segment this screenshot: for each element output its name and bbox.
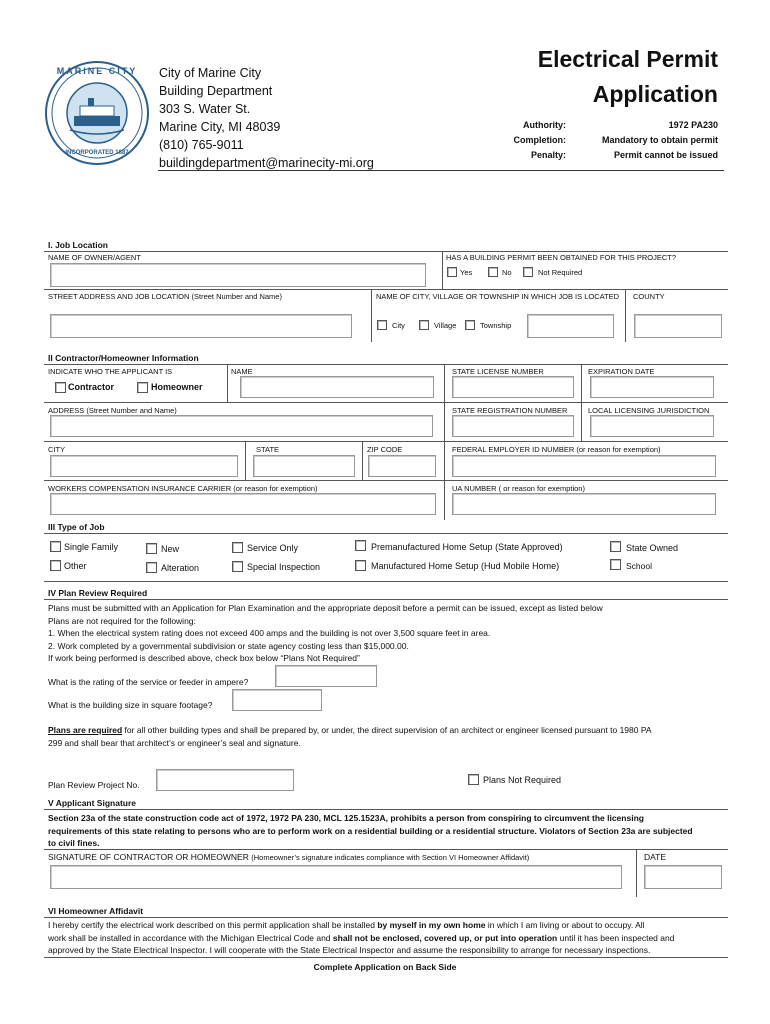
rule xyxy=(636,849,637,897)
special-inspection-checkbox[interactable] xyxy=(232,561,243,572)
penalty-value: Permit cannot be issued xyxy=(613,150,718,160)
signature-input[interactable] xyxy=(50,865,622,889)
special-inspection-label: Special Inspection xyxy=(247,562,321,572)
signature-label-note: (Homeowner’s signature indicates compliance with Section VI Homeowner Affidavit) xyxy=(251,853,530,862)
section-iii-heading: III Type of Job xyxy=(48,522,105,532)
township-label: Township xyxy=(480,321,512,330)
rule xyxy=(44,849,728,850)
ua-number-label: UA NUMBER ( or reason for exemption) xyxy=(452,484,585,493)
state-owned-label: State Owned xyxy=(626,543,679,553)
address-line: (810) 765-9011 xyxy=(159,138,244,152)
service-only-checkbox[interactable] xyxy=(232,542,243,553)
rule xyxy=(444,364,445,520)
new-label: New xyxy=(161,544,180,554)
premanufactured-checkbox[interactable] xyxy=(355,540,366,551)
rule xyxy=(245,441,246,480)
school-checkbox[interactable] xyxy=(610,559,621,570)
local-jurisdiction-input[interactable] xyxy=(590,415,714,437)
title-line-1: Electrical Permit xyxy=(537,46,718,72)
expiration-date-input[interactable] xyxy=(590,376,714,398)
state-owned-checkbox[interactable] xyxy=(610,541,621,552)
permit-no-checkbox[interactable] xyxy=(488,267,498,277)
rule xyxy=(227,364,228,402)
rule xyxy=(44,441,728,442)
city-field-label: CITY xyxy=(48,445,66,454)
plans-required-text xyxy=(48,724,724,749)
date-label: DATE xyxy=(644,852,667,862)
owner-label: NAME OF OWNER/AGENT xyxy=(48,253,141,262)
section-iv-heading: IV Plan Review Required xyxy=(48,588,148,598)
statement-line: Section 23a of the state construction code act of 1972, 1972 PA 230, MCL 125.1523A, prohibits a person from conspiring to circumvent the licensing xyxy=(48,813,644,823)
city-village-label: NAME OF CITY, VILLAGE OR TOWNSHIP IN WHICH JOB IS LOCATED xyxy=(376,292,620,301)
permit-yes-label: Yes xyxy=(460,268,473,277)
statement-line: to civil fines. xyxy=(48,838,100,848)
local-jurisdiction-label: LOCAL LICENSING JURISDICTION xyxy=(588,406,710,415)
address-line: City of Marine City xyxy=(159,66,262,80)
alteration-label: Alteration xyxy=(161,563,200,573)
rule xyxy=(442,251,443,289)
zip-code-input[interactable] xyxy=(368,455,436,477)
applicant-address-input[interactable] xyxy=(50,415,433,437)
homeowner-affidavit-text xyxy=(48,919,726,957)
service-rating-input[interactable] xyxy=(275,665,377,687)
city-input[interactable] xyxy=(50,455,238,477)
contractor-checkbox[interactable] xyxy=(55,382,66,393)
authority-value: 1972 PA230 xyxy=(668,120,718,130)
building-size-question: What is the building size in square footage? xyxy=(48,700,213,710)
address-line: 303 S. Water St. xyxy=(159,102,251,116)
affidavit-text: approved by the State Electrical Inspector. I will cooperate with the State Electrical Inspector and assume the responsibility to arrange for necessary inspections. xyxy=(48,945,651,955)
state-license-input[interactable] xyxy=(452,376,574,398)
building-size-input[interactable] xyxy=(232,689,322,711)
seal-incorporated-text: INCORPORATED 1887 xyxy=(65,150,129,156)
city-village-input[interactable] xyxy=(527,314,614,338)
school-label: School xyxy=(626,561,652,571)
state-license-label: STATE LICENSE NUMBER xyxy=(452,367,544,376)
rule xyxy=(44,957,728,958)
county-label: COUNTY xyxy=(633,292,665,301)
address-line: Building Department xyxy=(159,84,273,98)
permit-not-required-label: Not Required xyxy=(538,268,583,277)
service-only-label: Service Only xyxy=(247,543,299,553)
plan-review-line: 2. Work completed by a governmental subdivision or state agency costing less than $15,000.00. xyxy=(48,640,409,651)
single-family-label: Single Family xyxy=(64,542,119,552)
ua-number-input[interactable] xyxy=(452,493,716,515)
permit-yes-checkbox[interactable] xyxy=(447,267,457,277)
permit-not-required-checkbox[interactable] xyxy=(523,267,533,277)
zip-code-label: ZIP CODE xyxy=(367,445,403,454)
section-vi-heading: VI Homeowner Affidavit xyxy=(48,906,144,916)
rule xyxy=(625,289,626,342)
statement-line: requirements of this state relating to persons who are to perform work on a residential building or a residential structure. Violators of Section 23a are subjected xyxy=(48,825,693,836)
footer-note: Complete Application on Back Side xyxy=(313,962,457,972)
address-label: ADDRESS (Street Number and Name) xyxy=(48,406,177,415)
city-label: City xyxy=(392,321,405,330)
rule xyxy=(44,533,728,534)
plans-required-rest: for all other building types and shall be prepared by, or under, the direct supervision of an architect or engineer licensed pursuant to 1980 PA xyxy=(122,725,652,735)
signature-label xyxy=(48,852,529,863)
authority-values xyxy=(570,118,718,163)
address-line: Marine City, MI 48039 xyxy=(159,120,281,134)
affidavit-text: work shall be installed in accordance with the Michigan Electrical Code and xyxy=(48,932,333,943)
plans-not-required-checkbox[interactable] xyxy=(468,774,479,785)
header-divider xyxy=(158,170,724,171)
fein-input[interactable] xyxy=(452,455,716,477)
rule xyxy=(44,581,728,582)
homeowner-label: Homeowner xyxy=(151,382,203,392)
rule xyxy=(44,402,728,403)
section-ii-heading: II Contractor/Homeowner Information xyxy=(48,353,199,363)
village-checkbox[interactable] xyxy=(419,320,429,330)
completion-label: Completion: xyxy=(513,135,566,145)
owner-name-input[interactable] xyxy=(50,263,426,287)
date-input[interactable] xyxy=(644,865,722,889)
authority-labels xyxy=(470,118,566,163)
page-title xyxy=(440,42,718,112)
other-label: Other xyxy=(64,561,87,571)
village-label: Village xyxy=(434,321,457,330)
premanufactured-label: Premanufactured Home Setup (State Approved) xyxy=(371,542,563,552)
plan-review-text xyxy=(48,602,724,665)
rule xyxy=(362,441,363,480)
state-input[interactable] xyxy=(253,455,355,477)
section-v-heading: V Applicant Signature xyxy=(48,798,137,808)
city-checkbox[interactable] xyxy=(377,320,387,330)
plans-required-line-2: 299 and shall bear that architect’s or engineer’s seal and signature. xyxy=(48,737,301,748)
state-registration-label: STATE REGISTRATION NUMBER xyxy=(452,406,568,415)
new-checkbox[interactable] xyxy=(146,543,157,554)
contractor-label: Contractor xyxy=(68,382,115,392)
street-address-label: STREET ADDRESS AND JOB LOCATION (Street Number and Name) xyxy=(48,292,282,301)
title-line-2: Application xyxy=(592,81,718,107)
homeowner-checkbox[interactable] xyxy=(137,382,148,393)
rule xyxy=(44,599,728,600)
workers-comp-input[interactable] xyxy=(50,493,436,515)
section-i-heading: I. Job Location xyxy=(48,240,108,250)
affidavit-text: I hereby certify the electrical work described on this permit application shall be installed xyxy=(48,920,378,930)
state-registration-input[interactable] xyxy=(452,415,574,437)
fein-label: FEDERAL EMPLOYER ID NUMBER (or reason for exemption) xyxy=(452,445,661,454)
street-address-input[interactable] xyxy=(50,314,352,338)
project-number-label: Plan Review Project No. xyxy=(48,780,140,790)
service-rating-question: What is the rating of the service or feeder in ampere? xyxy=(48,677,249,687)
affidavit-text: in which I am living or about to occupy. All xyxy=(485,920,645,930)
penalty-label: Penalty: xyxy=(530,150,566,160)
rule xyxy=(44,917,728,918)
indicate-applicant-label: INDICATE WHO THE APPLICANT IS xyxy=(48,367,173,376)
plan-review-line: Plans are not required for the following: xyxy=(48,615,196,626)
township-checkbox[interactable] xyxy=(465,320,475,330)
county-input[interactable] xyxy=(634,314,722,338)
section-23a-statement xyxy=(48,812,726,850)
plan-review-line: 1. When the electrical system rating does not exceed 400 amps and the building is not over 3,500 square feet in area. xyxy=(48,628,491,638)
manufactured-label: Manufactured Home Setup (Hud Mobile Home) xyxy=(371,561,560,571)
address-line: buildingdepartment@marinecity-mi.org xyxy=(159,156,374,170)
single-family-checkbox[interactable] xyxy=(50,541,61,552)
affidavit-text: until it has been inspected and xyxy=(557,932,675,943)
permit-no-label: No xyxy=(502,268,512,277)
completion-value: Mandatory to obtain permit xyxy=(601,135,718,145)
rule xyxy=(44,251,728,252)
other-checkbox[interactable] xyxy=(50,560,61,571)
city-seal-logo xyxy=(44,60,150,166)
rule xyxy=(44,809,728,810)
seal-name-text: MARINE CITY xyxy=(56,66,138,76)
project-number-input[interactable] xyxy=(156,769,294,791)
plan-review-line: Plans must be submitted with an Application for Plan Examination and the appropriate deposit before a permit can be issued, except as listed below xyxy=(48,603,603,613)
affidavit-emphasis: shall not be enclosed, covered up, or put into operation xyxy=(332,932,558,943)
manufactured-checkbox[interactable] xyxy=(355,560,366,571)
rule xyxy=(371,289,372,342)
expiration-date-label: EXPIRATION DATE xyxy=(588,367,655,376)
plans-required-emphasis: Plans are required xyxy=(48,725,123,735)
department-address xyxy=(159,64,419,172)
plan-review-line: If work being performed is described above, check box below “Plans Not Required” xyxy=(48,653,360,663)
authority-label: Authority: xyxy=(523,120,566,130)
rule xyxy=(44,480,728,481)
plans-not-required-label: Plans Not Required xyxy=(483,775,562,785)
permit-question: HAS A BUILDING PERMIT BEEN OBTAINED FOR THIS PROJECT? xyxy=(446,253,677,262)
workers-comp-label: WORKERS COMPENSATION INSURANCE CARRIER (or reason for exemption) xyxy=(48,484,318,493)
alteration-checkbox[interactable] xyxy=(146,562,157,573)
name-label: NAME xyxy=(231,367,253,376)
applicant-name-input[interactable] xyxy=(240,376,434,398)
rule xyxy=(44,364,728,365)
affidavit-emphasis: by myself in my own home xyxy=(377,920,486,930)
signature-label-main: SIGNATURE OF CONTRACTOR OR HOMEOWNER xyxy=(48,852,249,862)
state-field-label: STATE xyxy=(256,445,280,454)
